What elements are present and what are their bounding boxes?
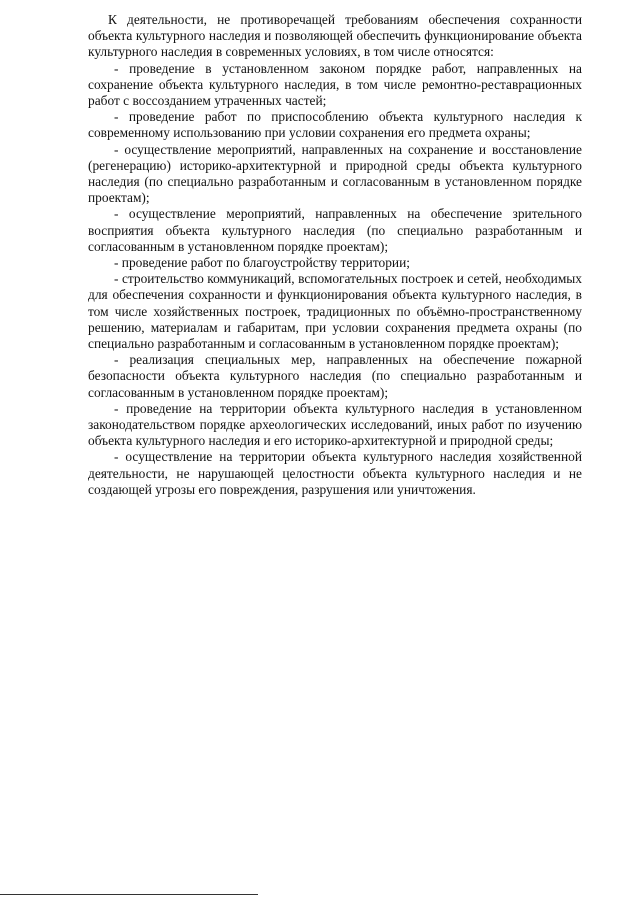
list-item: - проведение на территории объекта культурного наследия в установленном законодательством порядке археологических исследований, иных работ по изучению объекта культурного наследия и его историко-архитектурной и природной среды; [88,400,582,449]
list-item: - проведение в установленном законом порядке работ, направленных на сохранение объекта культурного наследия, в том числе ремонтно-реставрационных работ с воссозданием утраченных частей; [88,60,582,109]
footer-rule [0,894,258,895]
list-item: - проведение работ по благоустройству территории; [114,255,410,271]
document-body [88,12,582,498]
list-item: - реализация специальных мер, направленных на обеспечение пожарной безопасности объекта культурного наследия (по специально разработанным и согласованным в установленном порядке проектам); [88,352,582,400]
list-item: - осуществление мероприятий, направленных на обеспечение зрительного восприятия объекта культурного наследия (по специально разработанным и согласованным в установленном порядке проектам); [88,206,582,254]
intro-paragraph: К деятельности, не противоречащей требованиям обеспечения сохранности объекта культурного наследия и позволяющей обеспечить функционирование объекта культурного наследия в современных условиях, в том числе относятся: [88,12,582,60]
list-item: - проведение работ по приспособлению объекта культурного наследия к современному использованию при условии сохранения его предмета охраны; [88,109,582,141]
list-item: - осуществление на территории объекта культурного наследия хозяйственной деятельности, не нарушающей целостности объекта культурного наследия и не создающей угрозы его повреждения, разрушения или уничтожения. [88,449,582,497]
list-item: - строительство коммуникаций, вспомогательных построек и сетей, необходимых для обеспечения сохранности и функционирования объекта культурного наследия, в том числе хозяйственных построек, традиционных по объёмно-пространственному решению, материалам и габаритам, при условии сохранения предмета охраны (по специально разработанным и согласованным в установленном порядке проектам); [88,271,582,352]
list-item: - осуществление мероприятий, направленных на сохранение и восстановление (регенерацию) историко-архитектурной и природной среды объекта культурного наследия (по специально разработанным и согласованным в установленном порядке проектам); [88,141,582,206]
